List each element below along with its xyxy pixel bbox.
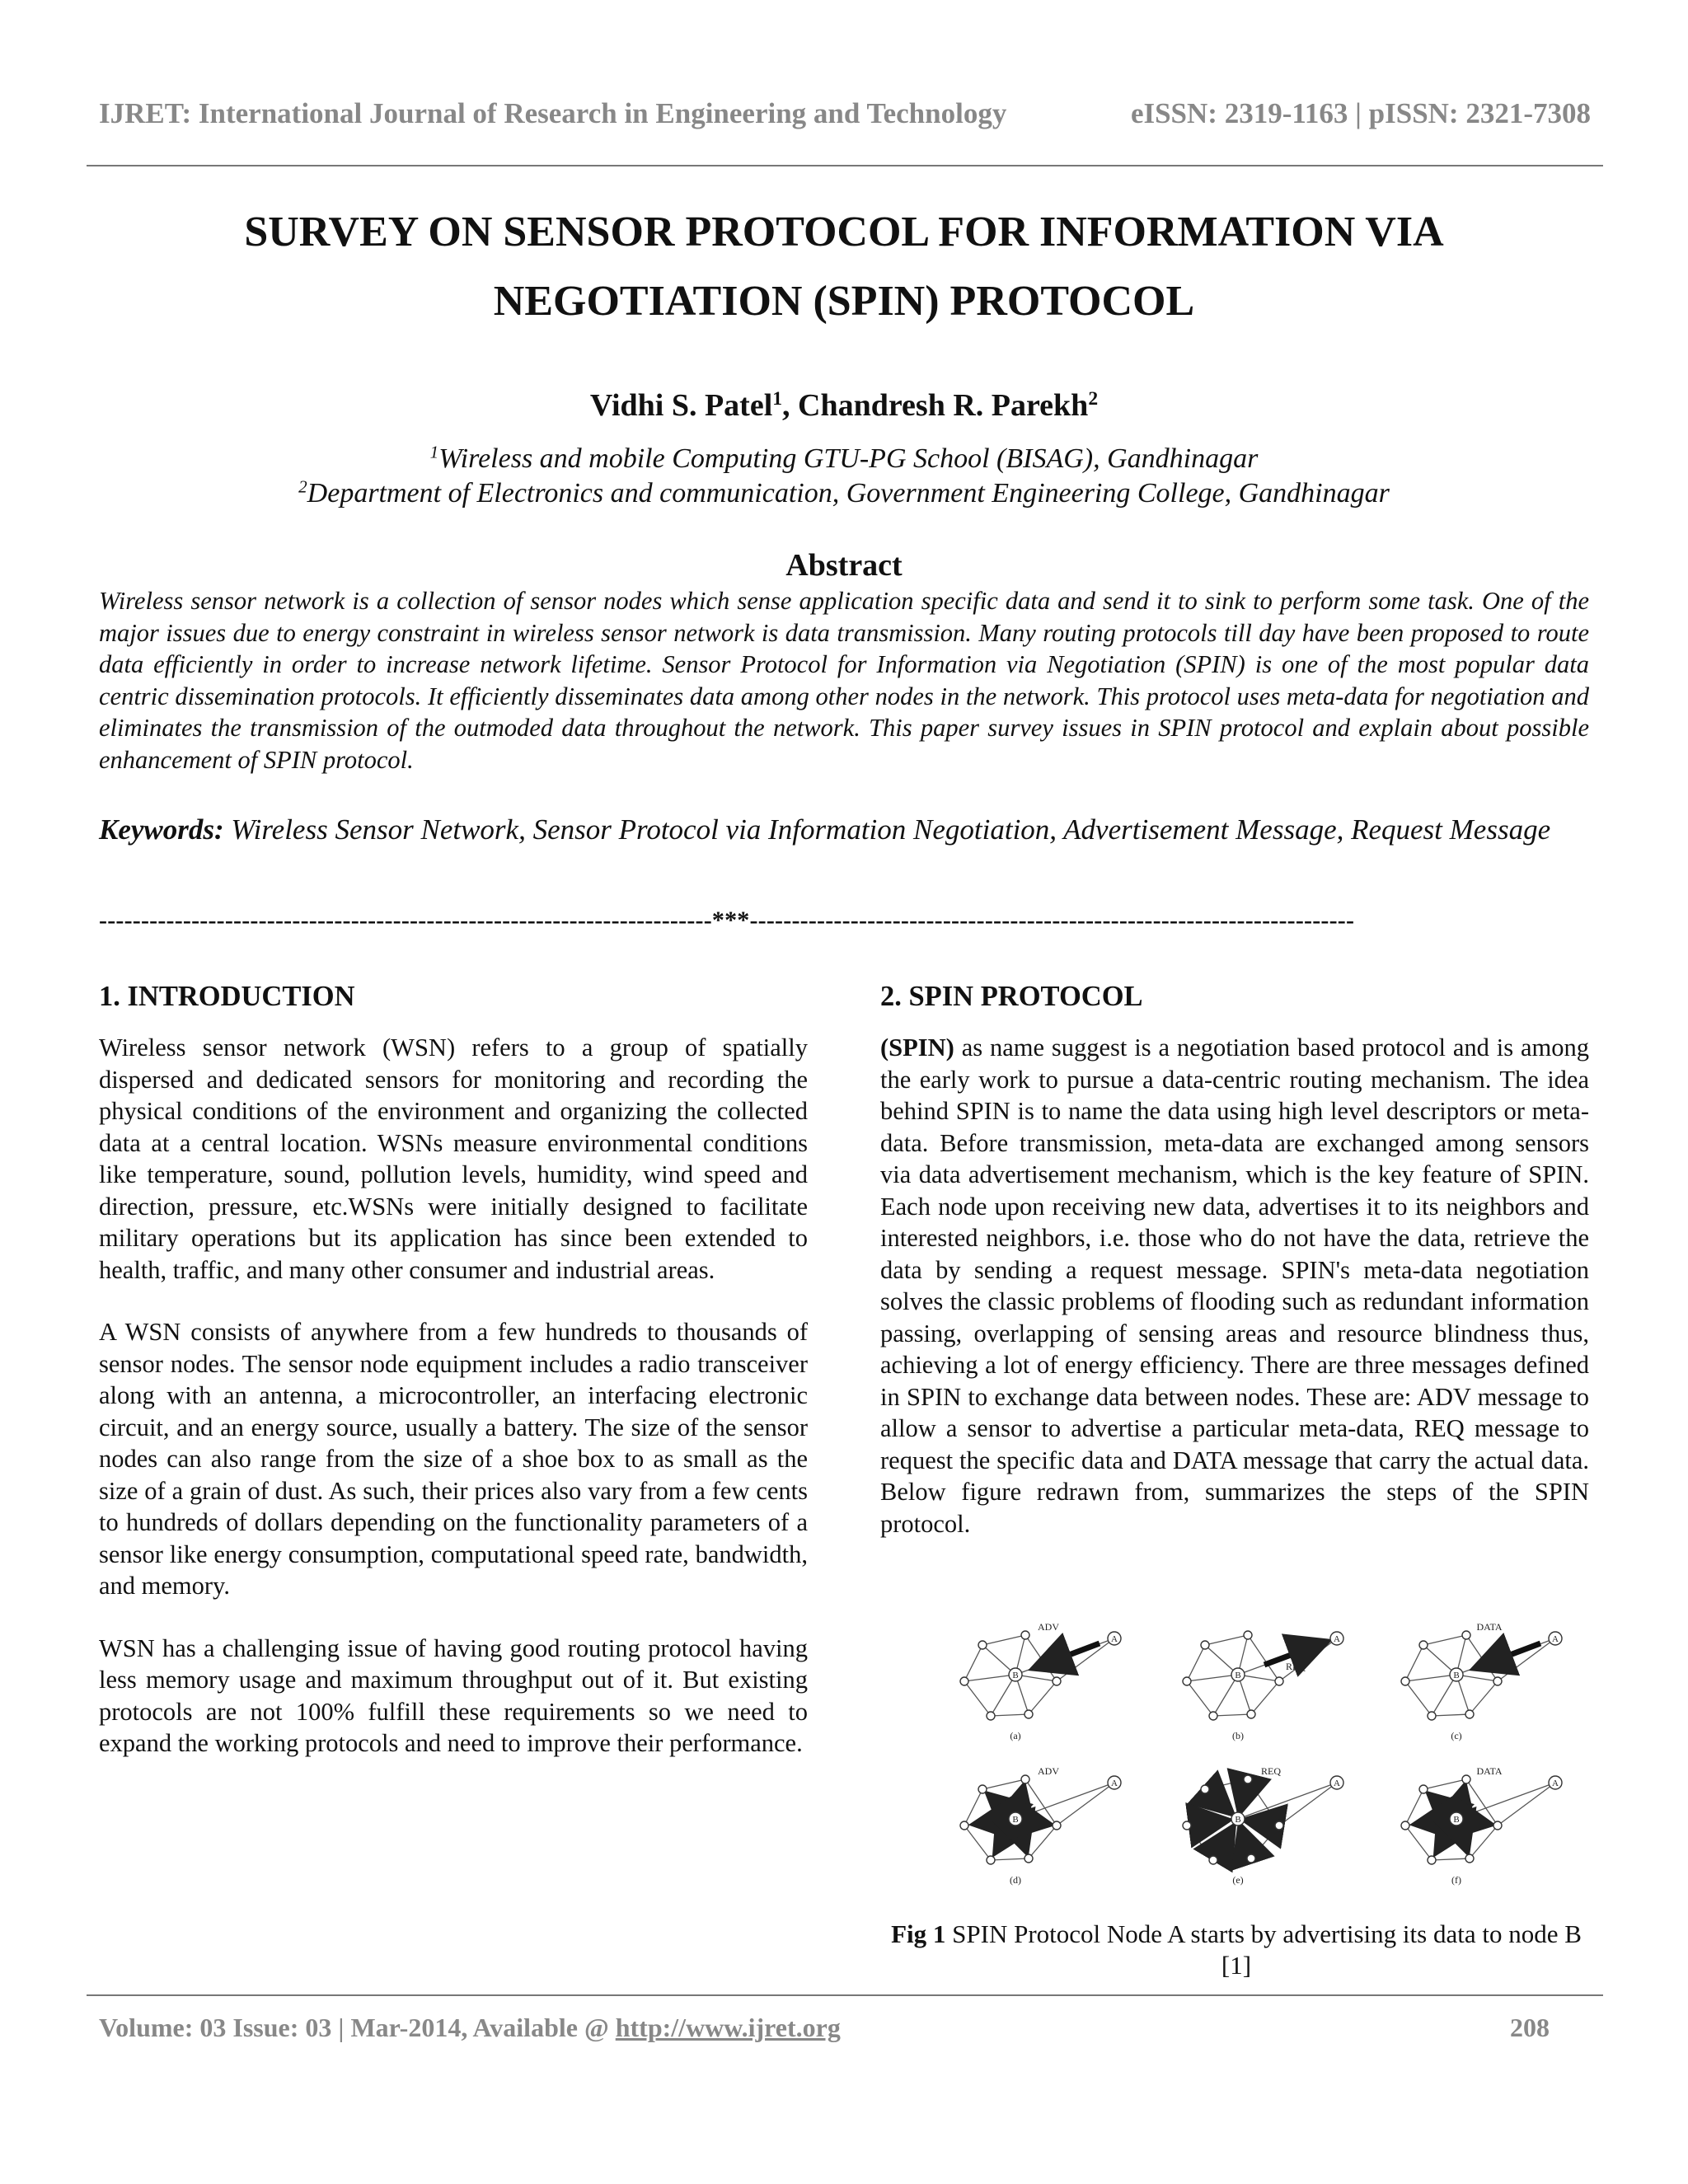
panel-label: (d) (1010, 1874, 1021, 1886)
network-edge (1187, 1825, 1213, 1860)
spin-heading: 2. SPIN PROTOCOL (880, 981, 1143, 1012)
network-node (1401, 1821, 1409, 1830)
figure-panel-2 (1183, 1631, 1343, 1741)
network-edge (1187, 1681, 1213, 1716)
network-node (1493, 1821, 1502, 1830)
node-b-label: B (1012, 1815, 1019, 1825)
network-node (1021, 1775, 1029, 1783)
message-label: REQ (1286, 1661, 1306, 1672)
network-node (987, 1856, 995, 1864)
page-number: 208 (1510, 2013, 1550, 2042)
message-arrow (1039, 1643, 1100, 1666)
network-node (1419, 1641, 1428, 1649)
network-edge (964, 1675, 1015, 1681)
network-node (1465, 1854, 1474, 1863)
network-edge (1405, 1645, 1423, 1681)
abstract-heading: Abstract (785, 548, 903, 583)
issn: eISSN: 2319-1163 | pISSN: 2321-7308 (1130, 97, 1591, 129)
author-2-sup: 2 (1088, 388, 1099, 410)
node-b-label: B (1012, 1671, 1019, 1680)
network-node (1428, 1856, 1436, 1864)
footer-volume-text: Volume: 03 Issue: 03 | Mar-2014, Available @ (99, 2013, 616, 2042)
intro-paragraph-1: Wireless sensor network (WSN) refers to a group of spatially dispersed and dedicated sensors for monitoring and recording the physical conditions of the environment and organizing the collected data at a central location. WSNs measure environmental conditions like temperature, sound, pollution levels, humidity, wind speed and direction, pressure, etc.WSNs were initially designed to facilitate military operations but its application has since been extended to health, traffic, and many other consumer and industrial areas. (99, 1033, 808, 1284)
node-a-label: A (1111, 1779, 1118, 1788)
network-node (1183, 1677, 1191, 1685)
network-node (1183, 1821, 1191, 1830)
network-node (1201, 1641, 1209, 1649)
network-node (1209, 1712, 1217, 1720)
panel-label: (c) (1451, 1730, 1462, 1741)
network-node (978, 1641, 987, 1649)
network-edge (1405, 1825, 1432, 1860)
message-arrow (1242, 1830, 1248, 1849)
network-edge (1498, 1638, 1555, 1681)
keywords-label: Keywords: (99, 813, 224, 846)
node-b-label: B (1453, 1671, 1460, 1680)
network-edge (1187, 1789, 1205, 1825)
intro-paragraph-2: A WSN consists of anywhere from a few hundreds to thousands of sensor nodes. The sensor node equipment includes a radio transceiver along with an antenna, a microcontroller, an interfacing electronic circuit, and an energy source, usually a battery. The size of the sensor nodes can also range from the size of a shoe box to as small as the size of a grain of dust. As such, their prices also vary from a few cents to hundreds of dollars depending on the functionality parameters of a sensor like energy consumption, computational speed rate, bandwidth, and memory. (99, 1318, 808, 1600)
network-edge (1279, 1638, 1337, 1681)
network-node (978, 1785, 987, 1793)
intro-paragraph-3: WSN has a challenging issue of having good routing protocol having less memory usage and maximum throughput out of it. But existing protocols are not 100% fulfill these requirements so we need to expand the working protocols and need to improve their performance. (99, 1633, 808, 1757)
network-edge (964, 1681, 991, 1716)
footer-rule (87, 1994, 1603, 1996)
spin-body (880, 1032, 1589, 1570)
network-node (987, 1712, 995, 1720)
running-header (99, 97, 1591, 130)
title-line-1: SURVEY ON SENSOR PROTOCOL FOR INFORMATION VIA (244, 209, 1444, 255)
message-arrow (998, 1830, 1010, 1849)
spin-paragraph-1 (880, 1032, 1589, 1540)
page-footer (99, 2013, 1550, 2043)
network-node (1275, 1821, 1283, 1830)
figure-panel-5 (1183, 1765, 1343, 1886)
affiliation-1-sup: 1 (429, 442, 439, 462)
message-arrow (1213, 1797, 1228, 1810)
network-edge (1498, 1783, 1555, 1825)
node-a-label: A (1334, 1634, 1340, 1644)
network-edge (1470, 1825, 1498, 1858)
network-edge (1423, 1779, 1466, 1789)
figure-panel-1 (960, 1621, 1121, 1741)
network-edge (1205, 1635, 1248, 1645)
paper-title (124, 198, 1564, 336)
network-node (1025, 1710, 1033, 1718)
network-edge (991, 1714, 1029, 1716)
message-arrow (1460, 1829, 1465, 1847)
message-arrow (980, 1821, 1003, 1824)
network-edge (1432, 1858, 1470, 1860)
message-arrow (992, 1798, 1007, 1811)
message-label: DATA (1476, 1765, 1503, 1777)
network-edge (1405, 1789, 1423, 1825)
node-b-label: B (1235, 1671, 1241, 1680)
network-edge (1029, 1825, 1057, 1858)
network-node (1247, 1710, 1255, 1718)
network-edge (1205, 1779, 1248, 1789)
journal-name: IJRET: International Journal of Research in Engineering and Technology (99, 97, 1007, 129)
network-edge (1466, 1635, 1498, 1681)
network-edge (991, 1858, 1029, 1860)
abstract-text: Wireless sensor network is a collection of sensor nodes which sense application specific data and send it to sink to perform some task. One of the major issues due to energy constraint in wireless sensor network is data transmission. Many routing protocols till day have been proposed to route data efficiently in order to increase network lifetime. Sensor Protocol for Information via Negotiation (SPIN) is one of the most popular data centric dissemination protocols. It efficiently disseminates data among other nodes in the network. This protocol uses meta-data for negotiation and eliminates the transmission of the outmoded data throughout the network. This paper survey issues in SPIN protocol and explain about possible enhancement of SPIN protocol. (99, 587, 1589, 774)
network-edge (1432, 1714, 1470, 1716)
node-a-label: A (1552, 1634, 1559, 1644)
author-2: Chandresh R. Parekh (798, 388, 1089, 423)
message-arrow (1421, 1821, 1444, 1824)
author-1: Vidhi S. Patel (589, 388, 773, 423)
network-node (960, 1821, 968, 1830)
network-edge (1213, 1858, 1251, 1860)
panel-label: (f) (1451, 1874, 1461, 1886)
network-edge (1025, 1635, 1057, 1681)
affiliation-1 (0, 443, 1688, 475)
network-node (1493, 1677, 1502, 1685)
network-node (1025, 1854, 1033, 1863)
author-list (0, 387, 1688, 424)
affiliation-2-text: Department of Electronics and communication, Government Engineering College, Gandhinagar (307, 478, 1390, 509)
figure-panel-3 (1401, 1621, 1562, 1741)
message-label: REQ (1261, 1765, 1281, 1777)
network-node (1201, 1785, 1209, 1793)
network-edge (1470, 1681, 1498, 1714)
network-edge (1057, 1783, 1114, 1825)
network-node (1053, 1821, 1061, 1830)
figure-panel-6 (1401, 1765, 1562, 1886)
message-arrow (1467, 1821, 1486, 1824)
message-arrow (1026, 1821, 1045, 1824)
network-edge (1213, 1714, 1251, 1716)
network-edge (1432, 1675, 1456, 1716)
message-label: DATA (1476, 1621, 1503, 1633)
message-arrow (1250, 1821, 1269, 1824)
network-node (1401, 1677, 1409, 1685)
network-node (1021, 1631, 1029, 1639)
panel-label: (a) (1010, 1730, 1021, 1741)
affiliation-2 (0, 478, 1688, 509)
intro-heading: 1. INTRODUCTION (99, 981, 355, 1012)
network-node (1053, 1677, 1061, 1685)
node-a-label: A (1334, 1779, 1340, 1788)
network-node (1428, 1712, 1436, 1720)
network-node (1462, 1775, 1470, 1783)
network-edge (1405, 1675, 1456, 1681)
spin-paragraph-text: as name suggest is a negotiation based protocol and is among the early work to pursue a data-centric routing mechanism. The idea behind SPIN is to name the data using high level descriptors or meta-data. Before transmission, meta-data are exchanged among sensors via data advertisement mechanism, which is the key feature of SPIN. Each node upon receiving new data, advertises it to its neighbors and interested neighbors, i.e. those who do not have the data, retrieve the data by sending a request message. SPIN's meta-data negotiation solves the classic problems of flooding such as redundant information passing, overlapping of sensing areas and resource blindness thus, achieving a lot of energy efficiency. There are three messages defined in SPIN to exchange data between nodes. These are: ADV message to allow a sensor to advertise a particular meta-data, REQ message to request the specific data and DATA message that carry the actual data. Below figure redrawn from, summarizes the steps of the SPIN protocol. (880, 1033, 1589, 1538)
figure-panel-4 (960, 1765, 1121, 1886)
network-edge (1279, 1783, 1337, 1825)
network-edge (1057, 1638, 1114, 1681)
network-edge (1187, 1675, 1238, 1681)
keywords (99, 804, 1589, 855)
caption-label: Fig 1 (891, 1919, 946, 1948)
network-edge (1029, 1681, 1057, 1714)
network-node (1244, 1631, 1252, 1639)
author-1-sup: 1 (772, 388, 783, 410)
message-label: ADV (1038, 1765, 1059, 1777)
message-arrow (1241, 1789, 1245, 1807)
figure-panels (960, 1621, 1562, 1886)
network-edge (1187, 1645, 1205, 1681)
message-arrow (1018, 1791, 1022, 1809)
network-edge (964, 1645, 982, 1681)
network-node (1244, 1775, 1252, 1783)
message-arrow (1019, 1829, 1025, 1847)
message-arrow (1479, 1643, 1540, 1666)
message-label: ADV (1038, 1621, 1059, 1633)
panel-label: (e) (1232, 1874, 1244, 1886)
node-b-label: B (1453, 1815, 1460, 1825)
network-edge (1238, 1783, 1337, 1819)
spin-figure (917, 1607, 1581, 1886)
footer-volume (99, 2013, 841, 2043)
network-edge (1213, 1675, 1238, 1716)
title-line-2: NEGOTIATION (SPIN) PROTOCOL (493, 278, 1195, 325)
spin-lead: (SPIN) (880, 1033, 954, 1062)
network-edge (1423, 1635, 1466, 1645)
figure-caption (882, 1919, 1591, 1981)
node-b-label: B (1235, 1815, 1241, 1825)
network-node (1465, 1710, 1474, 1718)
network-edge (1456, 1783, 1555, 1819)
message-arrow (1439, 1830, 1451, 1849)
network-node (1419, 1785, 1428, 1793)
panel-label: (b) (1232, 1730, 1244, 1741)
network-node (1247, 1854, 1255, 1863)
intro-body (99, 1032, 808, 1790)
message-arrow (1459, 1791, 1463, 1809)
network-edge (1251, 1825, 1279, 1858)
node-a-label: A (1111, 1634, 1118, 1644)
header-rule (87, 165, 1603, 166)
network-edge (982, 1779, 1025, 1789)
network-node (1275, 1677, 1283, 1685)
network-node (960, 1677, 968, 1685)
network-edge (1015, 1783, 1114, 1819)
section-separator: -------------------------------------------------------------------------***------------------------------------------------------------------------ (99, 907, 1355, 934)
affiliation-1-text: Wireless and mobile Computing GTU-PG School (BISAG), Gandhinagar (438, 443, 1259, 474)
message-arrow (1220, 1831, 1231, 1850)
network-edge (1251, 1681, 1279, 1714)
journal-link[interactable]: http://www.ijret.org (615, 2013, 841, 2042)
message-arrow (1200, 1821, 1223, 1824)
network-edge (964, 1789, 982, 1825)
affiliation-2-sup: 2 (298, 476, 307, 497)
network-edge (991, 1675, 1015, 1716)
node-a-label: A (1552, 1779, 1559, 1788)
network-edge (964, 1825, 991, 1860)
network-edge (982, 1635, 1025, 1645)
caption-text: SPIN Protocol Node A starts by advertising its data to node B [1] (945, 1919, 1582, 1980)
message-arrow (1433, 1798, 1448, 1811)
network-node (1462, 1631, 1470, 1639)
keywords-text: Wireless Sensor Network, Sensor Protocol via Information Negotiation, Advertisement Message, Request Message (231, 813, 1551, 846)
author-separator: , (782, 388, 799, 423)
network-edge (1405, 1681, 1432, 1716)
network-node (1209, 1856, 1217, 1864)
